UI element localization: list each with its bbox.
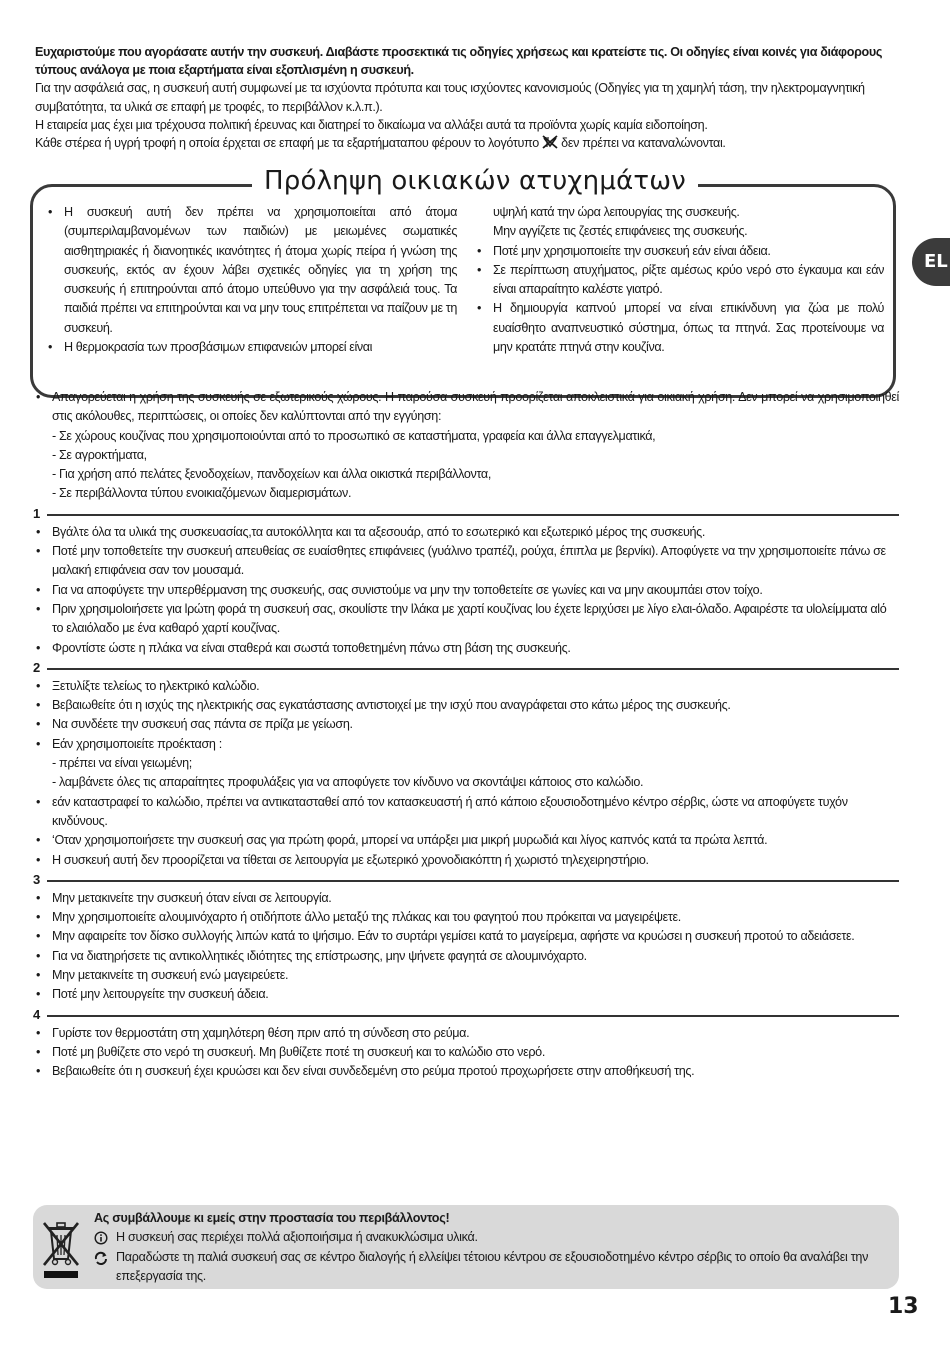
safety-item: • Η δημιουργία καπνού μπορεί να είναι επικίνδυνη για ζώα με πολύ ευαίσθητο αναπνευστικό σύστημα, όπως τα πτηνά. Σας προτείνουμε να μην κρατάτε πτηνά στην κουζίνα.: [474, 299, 884, 357]
intro-paragraph-1: Για την ασφάλειά σας, η συσκευή αυτή συμφωνεί με τα ισχύοντα πρότυπα και τους ισχύοντες κανονισμούς (Οδηγίες για τη χαμηλή τάση, την ηλεκτρομαγνητική συμβατότητα, τα υλικά σε επαφή με τροφές, το περιβάλλον κ.λ.π.).: [35, 81, 865, 114]
list-item: • Για να αποφύγετε την υπερθέρμανση της συσκευής, σας συνιστούμε να μην την τοποθετείτε σε γωνίες και να μην ακουμπάει στον τοίχο.: [33, 581, 899, 600]
safety-item: • Ποτέ μην χρησιμοποιείτε την συσκευή εάν είναι άδεια.: [474, 242, 884, 261]
list-item: • Μην χρησιμοποιείτε αλουμινόχαρτο ή οτιδήποτε άλλο μεταξύ της πλάκας και του φαγητού που πρόκειται να μαγειρέψετε.: [33, 908, 899, 927]
general-usage-item: • Απαγορεύεται η χρήση της συσκευής σε εξωτερικούς χώρους. Η παρούσα συσκευή προορίζεται αποκλειστικά για οικιακή χρήση. Δεν μπορεί να χρησιμοποιηθεί στις ακόλουθες, περιπτώσεις, οι οποίες δεν καλύπτονται από την εγγύηση:: [33, 388, 899, 427]
list-item: • Ποτέ μην τοποθετείτε την συσκευή απευθείας σε ευαίσθητες επιφάνειες (γυάλινο τραπέζι, ρούχα, έπιπλα με βερνίκι). Αποφύγετε να την χρησιμοποιείτε πάνω σε μαλακή επιφάνεια σαν τον μουσαμά.: [33, 542, 899, 581]
list-item: • Ποτέ μη βυθίζετε στο νερό τη συσκευή. Μη βυθίζετε ποτέ τη συσκευή και το καλώδιο στο νερό.: [33, 1043, 899, 1062]
info-icon: [94, 1231, 108, 1245]
section-number: 4: [33, 1006, 40, 1022]
section-2-header: [33, 658, 899, 677]
environment-line-2: [94, 1248, 888, 1287]
section-number: 1: [33, 505, 40, 521]
intro-p3-before: Κάθε στέρεα ή υγρή τροφή η οποία έρχεται σε επαφή με τα εξαρτήματαπου φέρουν το λογότυπο: [35, 136, 539, 151]
section-divider: [47, 514, 899, 516]
section-number: 3: [33, 871, 40, 887]
extension-dash-2: - λαμβάνετε όλες τις απαραίτητες προφυλάξεις για να αποφύγετε τον κίνδυνο να σκοντάψει κάποιος στο καλώδιο.: [52, 775, 644, 790]
instructions: [33, 388, 899, 1082]
environment-line-1: [94, 1228, 888, 1247]
safety-item-continued: υψηλή κατά την ώρα λειτουργίας της συσκευής.: [493, 205, 740, 219]
list-item: • Για να διατηρήσετε τις αντικολλητικές ιδιότητες της επίστρωσης, μην ψήνετε φαγητά σε αλουμινόχαρτο.: [33, 947, 899, 966]
list-item: • ‘Οταν χρησιμοποιήσετε την συσκευή σας για πρώτη φορά, μπορεί να υπάρξει μια μικρή μυρωδιά και λίγος καπνός κατά τα πρώτα λεπτά.: [33, 831, 899, 850]
list-item: • Μην αφαιρείτε τον δίσκο συλλογής λιπών κατά το ψήσιμο. Εάν το συρτάρι γεμίσει κατά το μαγείρεμα, αφήστε να κρυώσει η συσκευή προτού το αδειάσετε.: [33, 927, 899, 946]
list-item: • Ποτέ μην λειτουργείτε την συσκευή άδεια.: [33, 985, 899, 1004]
list-item: • εάν καταστραφεί το καλώδιο, πρέπει να αντικατασταθεί από τον κατασκευαστή ή από κάποιο εξουσιοδοτημένο κέντρο σέρβις, ώστε να αποφύγετε τυχόν κινδύνους.: [33, 793, 899, 832]
list-item: • Μην μετακινείτε την συσκευή όταν είναι σε λειτουργία.: [33, 889, 899, 908]
safety-title: [0, 164, 950, 198]
page-number: 13: [888, 1294, 919, 1319]
safety-column-left: [45, 203, 457, 357]
safety-title-text: Πρόληψη οικιακών ατυχημάτων: [252, 166, 698, 196]
section-divider: [47, 1015, 899, 1017]
environment-title: Ας συμβάλλουμε κι εμείς στην προστασία του περιβάλλοντος!: [94, 1211, 450, 1225]
general-dash-1: - Σε χώρους κουζίνας που χρησιμοποιούνται από το προσωπικό σε καταστήματα, γραφεία και άλλα επαγγελματικά,: [52, 428, 656, 443]
intro-bold: Ευχαριστούμε που αγοράσατε αυτήν την συσκευή. Διαβάστε προσεκτικά τις οδηγίες χρήσεως και κρατείστε τις. Οι οδηγίες είναι κοινές για διάφορους τύπους ανάλογα με ποια εξαρτήματα είναι εξοπλισμένη η συσκευή.: [35, 45, 883, 78]
list-item: • Μην μετακινείτε τη συσκευή ενώ μαγειρεύετε.: [33, 966, 899, 985]
list-item: • Εάν χρησιμοποιείτε προέκταση :: [33, 735, 899, 754]
general-dash-2: - Σε αγροκτήματα,: [52, 447, 147, 462]
intro-paragraph-2: Η εταιρεία μας έχει μια τρέχουσα πολιτική έρευνας και διατηρεί το δικαίωμα να αλλάξει αυτά τα προϊόντα χωρίς καμία ειδοποίηση.: [35, 117, 708, 132]
crossed-out-bin-icon: [40, 1217, 82, 1279]
recycle-arrow-icon: [94, 1251, 108, 1265]
intro-p3-after: δεν πρέπει να καταναλώνονται.: [561, 136, 726, 151]
extension-dash-1: - πρέπει να είναι γειωμένη;: [52, 756, 192, 771]
intro-paragraph-3: [35, 134, 905, 152]
environment-line-2-text: Παραδώστε τη παλιά συσκευή σας σε κέντρο διαλογής ή ελλείψει τέτοιου κέντρου σε εξουσιοδοτημένο κέντρο σέρβις το οποίο θα αναλάβει την επεξεργασία της.: [116, 1249, 869, 1283]
section-1-header: [33, 504, 899, 523]
section-divider: [47, 668, 899, 670]
language-tab: EL: [912, 238, 950, 286]
list-item: • Βεβαιωθείτε ότι η ισχύς της ηλεκτρικής σας εγκατάστασης αντιστοιχεί με την ισχύ που αναγράφεται στο κάτω μέρος της συσκευής.: [33, 696, 899, 715]
safety-column-right: [474, 203, 884, 357]
list-item: • Η συσκευή αυτή δεν προορίζεται να τίθεται σε λειτουργία με εξωτερικό χρονοδιακόπτη ή χωριστό τηλεχειρηστήριο.: [33, 851, 899, 870]
list-item: • Να συνδέετε την συσκευή σας πάντα σε πρίζα με γείωση.: [33, 715, 899, 734]
list-item: • Πριν χρησιμοloιήσετε για lρώτη φορά τη συσκευή σας, σκουlίστε την lλάκα με χαρτί κουζίνας lου έχετε lεριχύσει με λίγο ελαι-όλαδο. Αφαιρέστε τα υlολείμματα αlό το ελαιόλαδο με ένα καθαρό χαρτί κουζίνας.: [33, 600, 899, 639]
list-item: • Γυρίστε τον θερμοστάτη στη χαμηλότερη θέση πριν από τη σύνδεση στο ρεύμα.: [33, 1024, 899, 1043]
section-number: 2: [33, 659, 40, 675]
safety-item-continued-2: Μην αγγίζετε τις ζεστές επιφάνειες της συσκευής.: [493, 224, 748, 239]
section-4-header: [33, 1005, 899, 1024]
list-item: • Βγάλτε όλα τα υλικά της συσκευασίας,τα αυτοκόλλητα και τα αξεσουάρ, από το εσωτερικό και εξωτερικό μέρος της συσκευής.: [33, 523, 899, 542]
section-3-header: [33, 870, 899, 889]
safety-item: • Η θερμοκρασία των προσβάσιμων επιφανειών μπορεί είναι: [45, 338, 457, 357]
intro-block: [35, 43, 905, 152]
list-item: • Ξετυλίξτε τελείως το ηλεκτρικό καλώδιο.: [33, 677, 899, 696]
environment-line-1-text: Η συσκευή σας περιέχει πολλά αξιοποιήσιμα ή ανακυκλώσιμα υλικά.: [116, 1230, 478, 1245]
food-contact-prohibited-icon: [542, 135, 558, 149]
section-divider: [47, 880, 899, 882]
safety-item: • Σε περίπτωση ατυχήματος, ρίξτε αμέσως κρύο νερό στο έγκαυμα και εάν είναι απαραίτητο καλέστε γιατρό.: [474, 261, 884, 300]
safety-item: • Η συσκευή αυτή δεν πρέπει να χρησιμοποιείται από άτομα (συμπεριλαμβανομένων των παιδιών) με μειωμένες σωματικές αισθητηριακές ή διανοητικές ικανότητες ή άτομα χωρίς πείρα ή γνώση της συσκευής, εκτός αν έχουν λάβει σχετικές οδηγίες για τη χρήση της συσκευής ή επιτηρούνται από άτομο υπεύθυνο για την ασφάλειά τους. Τα παιδιά πρέπει να επιτηρούνται και να μην τους επιτρέπεται να παίζουν με τη συσκευή.: [45, 203, 457, 338]
list-item: • Βεβαιωθείτε ότι η συσκευή έχει κρυώσει και δεν είναι συνδεδεμένη στο ρεύμα προτού προχωρήσετε στην αποθήκευσή της.: [33, 1062, 899, 1081]
general-dash-4: - Σε περιβάλλοντα τύπου ενοικιαζόμενων διαμερισμάτων.: [52, 486, 352, 501]
general-dash-3: - Για χρήση από πελάτες ξενοδοχείων, πανδοχείων και άλλα οικιστκά περιβάλλοντα,: [52, 467, 492, 482]
environment-text: [94, 1209, 888, 1286]
list-item: • Φροντίστε ώστε η πλάκα να είναι σταθερά και σωστά τοποθετημένη πάνω στη βάση της συσκευής.: [33, 639, 899, 658]
